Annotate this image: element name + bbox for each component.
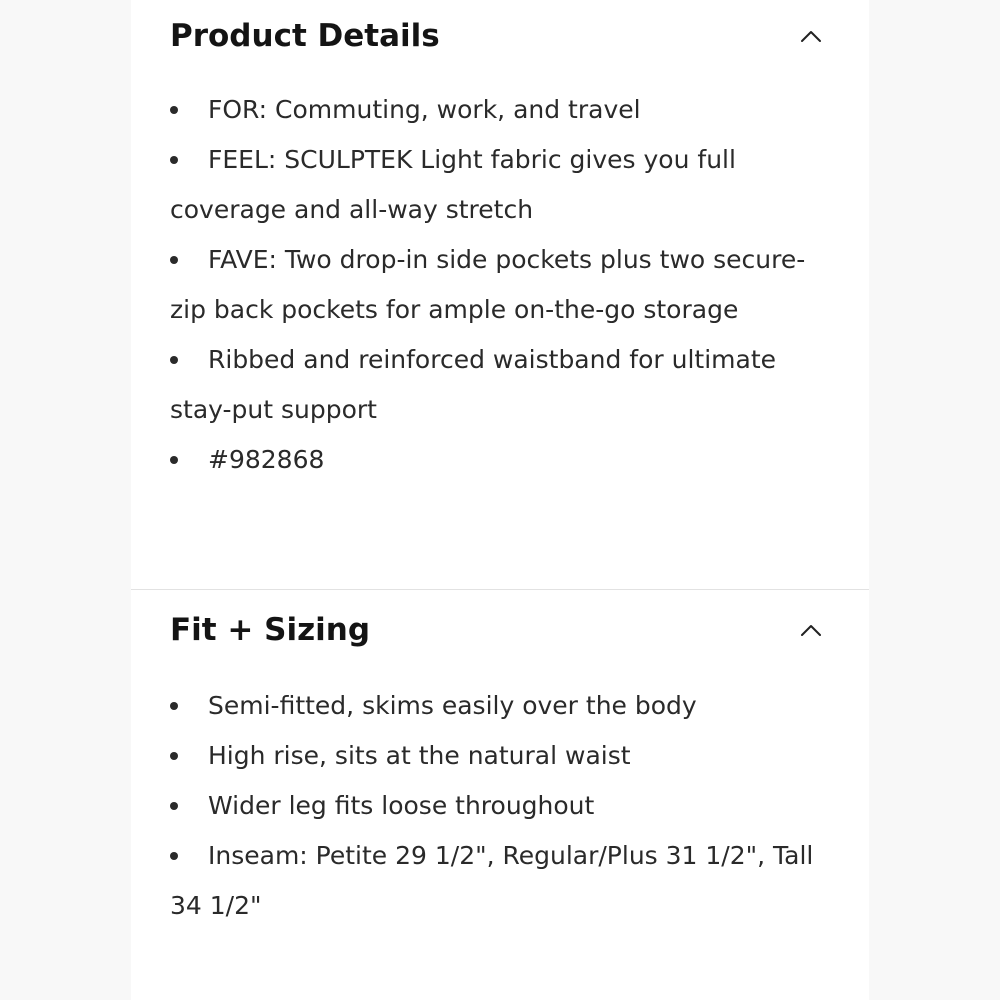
product-details-header[interactable]: [131, 8, 869, 68]
list-item: Wider leg fits loose throughout: [170, 781, 830, 831]
product-details-title: Product Details: [170, 18, 440, 54]
product-info-panel: [131, 0, 869, 1000]
bullet-icon: [170, 106, 178, 114]
list-item: FAVE: Two drop-in side pockets plus two secure-zip back pockets for ample on-the-go storage: [170, 245, 806, 324]
product-details-section: [131, 0, 869, 589]
list-item: FEEL: SCULPTEK Light fabric gives you full coverage and all-way stretch: [170, 145, 736, 224]
list-item: Semi-fitted, skims easily over the body: [170, 681, 830, 731]
product-details-list: [170, 85, 830, 485]
chevron-up-icon[interactable]: [799, 28, 823, 44]
bullet-icon: [170, 752, 178, 760]
fit-sizing-list: [170, 681, 830, 931]
list-item: Ribbed and reinforced waistband for ultimate stay-put support: [170, 345, 777, 424]
bullet-icon: [170, 456, 178, 464]
chevron-up-icon[interactable]: [799, 622, 823, 638]
bullet-icon: [170, 356, 178, 364]
bullet-icon: [170, 852, 178, 860]
list-item: FOR: Commuting, work, and travel: [170, 85, 830, 135]
list-item: High rise, sits at the natural waist: [170, 731, 830, 781]
bullet-icon: [170, 802, 178, 810]
fit-sizing-header[interactable]: [131, 602, 869, 662]
fit-sizing-section: [131, 590, 869, 1000]
fit-sizing-title: Fit + Sizing: [170, 612, 371, 648]
bullet-icon: [170, 256, 178, 264]
list-item: Inseam: Petite 29 1/2", Regular/Plus 31 1/2", Tall 34 1/2": [170, 841, 814, 920]
bullet-icon: [170, 702, 178, 710]
bullet-icon: [170, 156, 178, 164]
list-item: #982868: [170, 435, 830, 485]
